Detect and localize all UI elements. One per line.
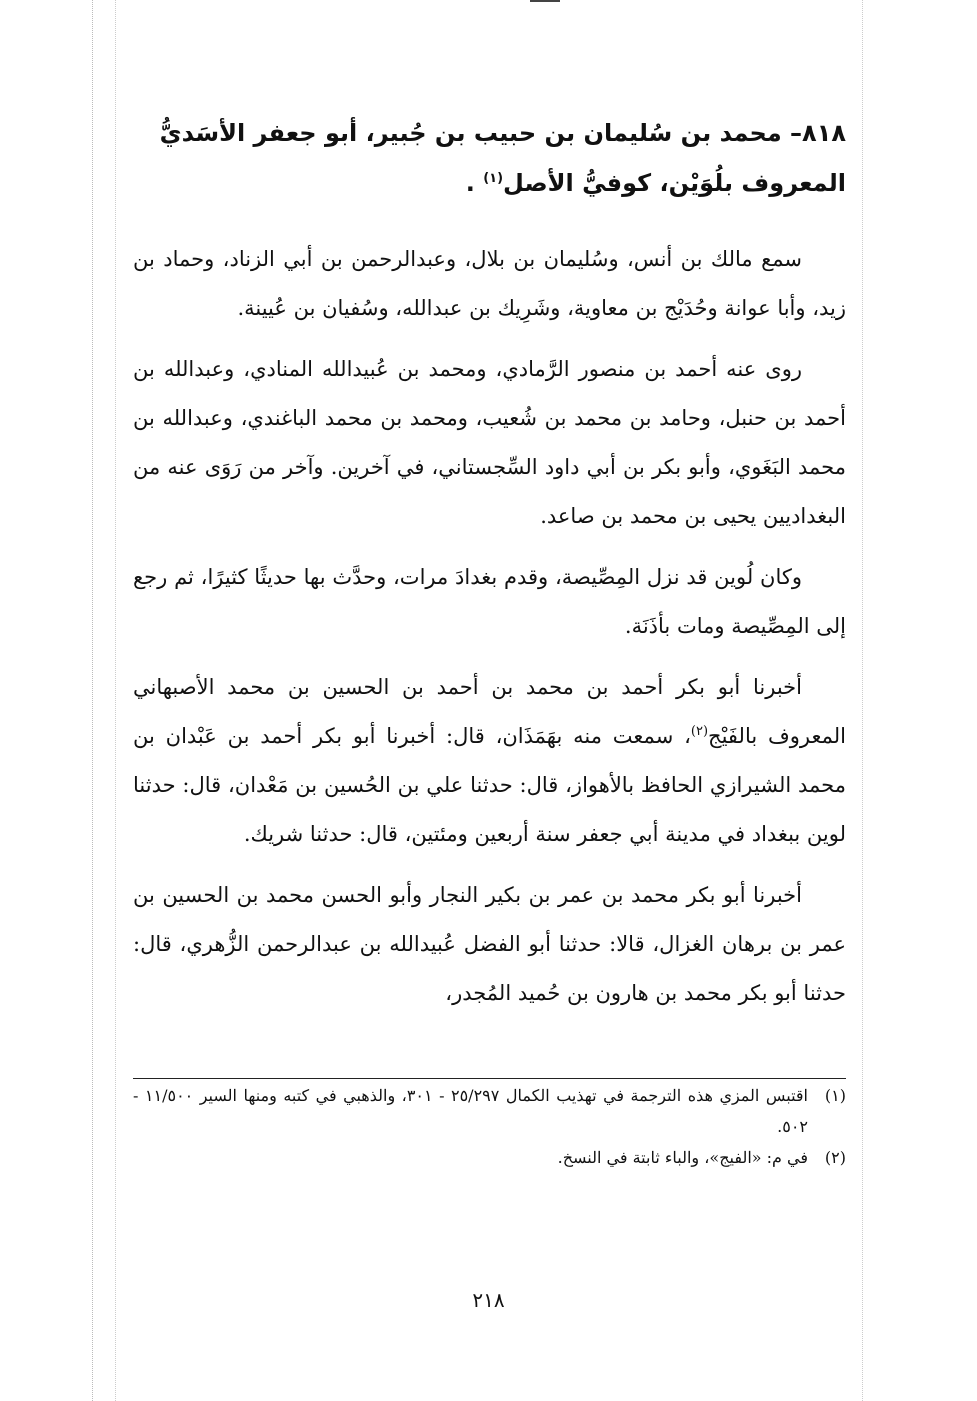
footnote-separator: [133, 1078, 846, 1079]
scan-artifact-line: [92, 0, 93, 1401]
footnote-1: [133, 1080, 846, 1142]
scan-mark: [530, 0, 560, 2]
footnote-number: (٢): [824, 1148, 846, 1167]
entry-heading: [133, 108, 846, 208]
heading-end: .: [465, 169, 484, 197]
page-body: [133, 108, 846, 1018]
footnote-text: اقتبس المزي هذه الترجمة في تهذيب الكمال ٢٥/٢٩٧ - ٣٠١، والذهبي في كتبه ومنها السير ١١/٥٠٠ - ٥٠٢.: [133, 1086, 808, 1136]
footnote-number: (١): [824, 1086, 846, 1105]
footnote-ref-2[interactable]: (٢): [690, 724, 709, 739]
footnote-text: في م: «الفيج»، والباء ثابتة في النسخ.: [557, 1148, 808, 1167]
paragraph-heard-from: سمع مالك بن أنس، وسُليمان بن بلال، وعبدالرحمن بن أبي الزناد، وحماد بن زيد، وأبا عوانة وحُدَيْج بن معاوية، وشَرِيك بن عبدالله، وسُفيان بن عُيينة.: [133, 247, 846, 320]
scan-artifact-line: [115, 0, 116, 1401]
page-number: ٢١٨: [472, 1288, 505, 1312]
paragraph-narrated-by: روى عنه أحمد بن منصور الرَّمادي، ومحمد بن عُبيدالله المنادي، وعبدالله بن أحمد بن حنبل، وحامد بن محمد بن شُعيب، ومحمد بن محمد الباغندي، وعبدالله بن محمد البَغَوي، وأبو بكر بن أبي داود السِّجستاني، في آخرين. وآخر من رَوَى عنه من البغداديين يحيى بن محمد بن صاعد.: [133, 357, 847, 528]
isnad-1-before: أخبرنا أبو بكر أحمد بن محمد بن أحمد بن الحسين بن محمد الأصبهاني المعروف بالفَيْج: [133, 675, 847, 748]
footnotes: [133, 1080, 846, 1173]
paragraph-residence: وكان لُوين قد نزل المِصِّيصة، وقدم بغدادَ مرات، وحدَّث بها حديثًا كثيرًا، ثم رجع إلى المِصِّيصة ومات بأذَنَة.: [133, 565, 846, 638]
paragraph-isnad-1: [133, 663, 846, 859]
heading-line-1: ٨١٨– محمد بن سُليمان بن حبيب بن جُبير، أبو جعفر الأسَديُّ: [159, 119, 846, 147]
heading-line-2: المعروف بلُوَيْن، كوفيُّ الأصل: [503, 169, 846, 197]
isnad-1-after: ، سمعت منه بهَمَذَان، قال: أخبرنا أبو بكر أحمد بن عَبْدان بن محمد الشيرازي الحافظ بالأهواز، قال: حدثنا علي بن الحُسين بن مَعْدان، قال: حدثنا لوين ببغداد في مدينة أبي جعفر سنة أربعين ومئتين، قال: حدثنا شريك.: [133, 724, 846, 846]
footnote-2: [133, 1142, 846, 1173]
scan-artifact-line: [862, 0, 863, 1401]
footnote-ref-1[interactable]: (١): [483, 171, 504, 186]
paragraph-isnad-2: أخبرنا أبو بكر محمد بن عمر بن بكير النجار وأبو الحسن محمد بن الحسين بن عمر بن برهان الغزال، قالا: حدثنا أبو الفضل عُبيدالله بن عبدالرحمن الزُّهري، قال: حدثنا أبو بكر محمد بن هارون بن حُميد المُجدر،: [133, 883, 846, 1005]
